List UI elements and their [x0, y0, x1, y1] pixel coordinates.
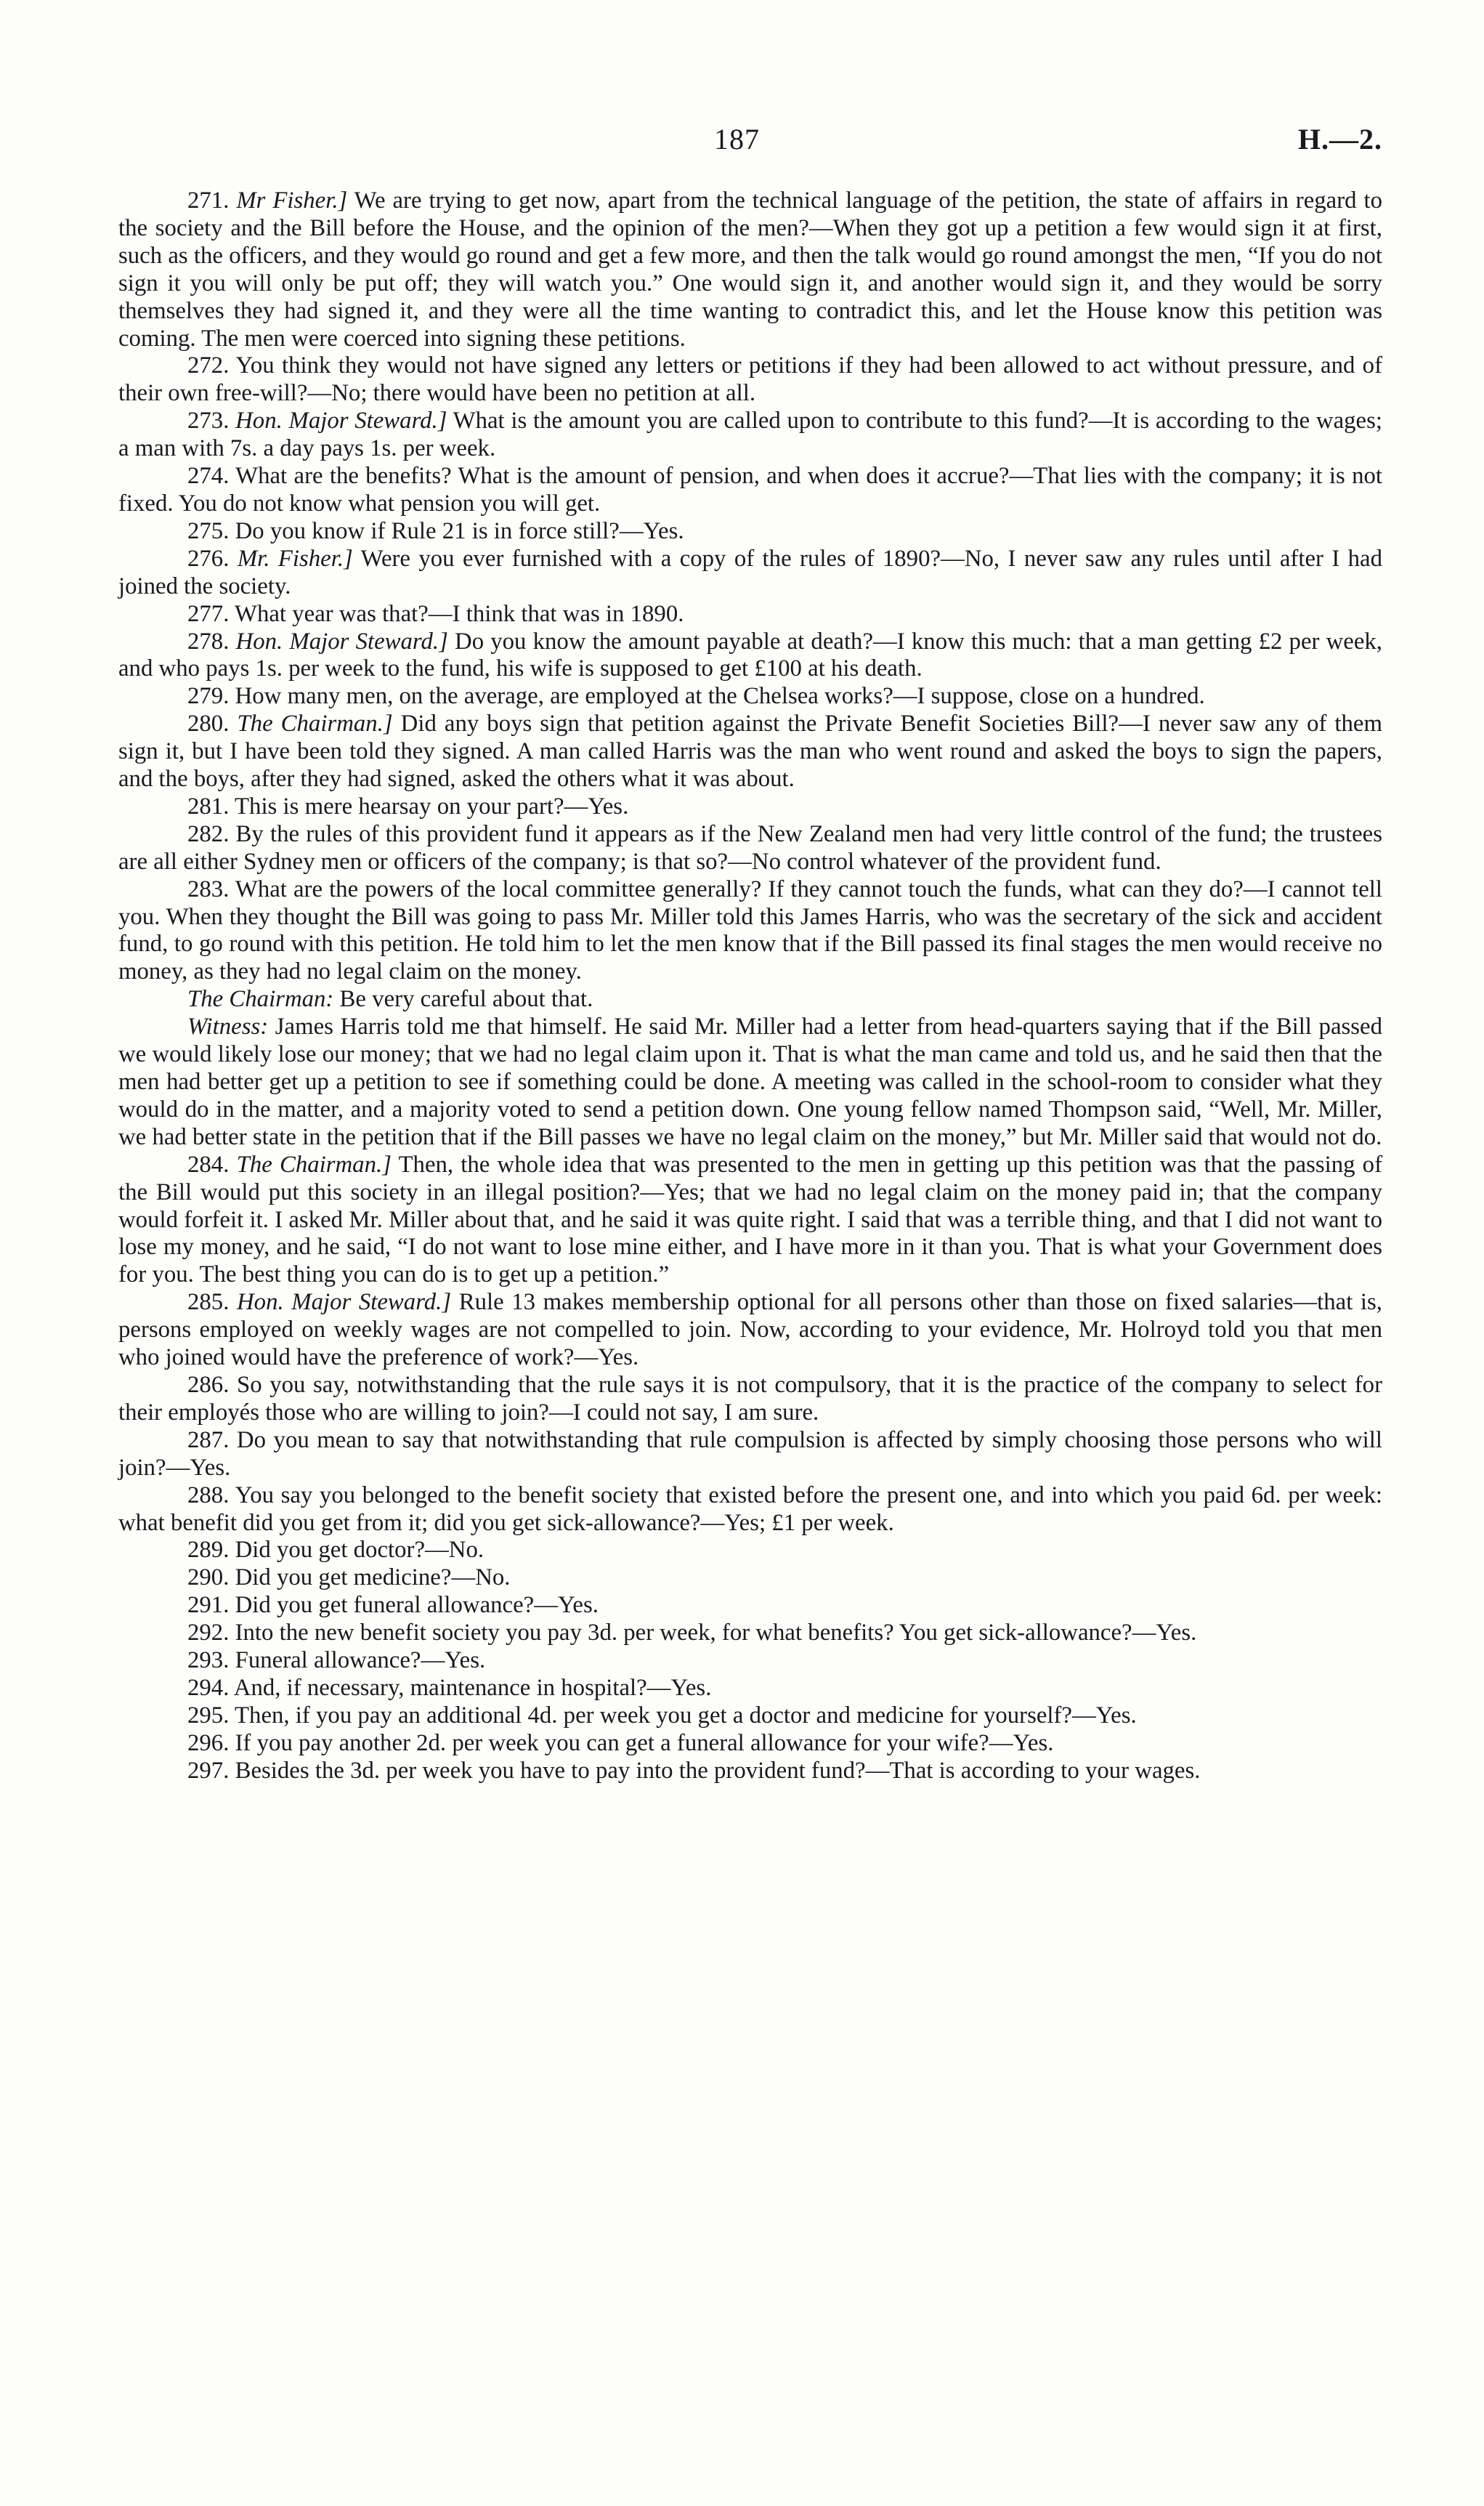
paragraph-text: Then, the whole idea that was presented to the men in getting up this petition was that the passing of the Bill would put this society in an illegal position?—Yes; that we had no legal claim on the money paid in; that the company would forfeit it. I asked Mr. Miller about that, and he said it was quite right. I said that was a terrible thing, and that I did not want to lose my money, and he said, “I do not want to lose mine either, and I have more in it than you. That is what your Government does for you. The best thing you can do is to get up a petition.” — [118, 1151, 1382, 1288]
paragraph-285 — [118, 1289, 1382, 1372]
paragraph-text: What is the amount you are called upon to contribute to this fund?—It is according to the wages; a man with 7s. a day pays 1s. per week. — [118, 408, 1382, 462]
paragraph-277 — [118, 601, 1382, 628]
speaker: Witness: — [187, 1014, 269, 1040]
paragraph-273 — [118, 408, 1382, 463]
question-number: 284. — [187, 1151, 230, 1178]
paragraph-296 — [118, 1730, 1382, 1758]
speaker: Hon. Major Steward.] — [235, 628, 448, 655]
question-number: 276. — [187, 545, 230, 572]
speaker: Mr Fisher.] — [236, 187, 348, 214]
question-number: 286. — [187, 1371, 230, 1398]
paragraph-text: Do you know if Rule 21 is in force still?—Yes. — [229, 517, 684, 544]
speaker: Hon. Major Steward.] — [237, 1289, 452, 1316]
paragraph-text: What are the powers of the local committee generally? If they cannot touch the funds, what can they do?—I cannot tell you. When they thought the Bill was going to pass Mr. Miller told this James Harris, who was the secretary of the sick and accident fund, to go round with this petition. He told him to let the men know that if the Bill passed its final stages the men would receive no money, as they had no legal claim on the money. — [118, 876, 1382, 985]
question-number: 297. — [187, 1757, 230, 1784]
paragraph-text: Be very careful about that. — [333, 986, 593, 1013]
paragraph-text: Do you know the amount payable at death?—I know this much: that a man getting £2 per week, and who pays 1s. per week to the fund, his wife is supposed to get £100 at his death. — [118, 628, 1383, 682]
question-number: 277. — [187, 600, 230, 627]
paragraph-text: This is mere hearsay on your part?—Yes. — [229, 793, 629, 820]
question-number: 295. — [187, 1702, 230, 1729]
question-number: 289. — [187, 1537, 230, 1564]
document-reference: H.—2. — [1297, 123, 1382, 155]
paragraph-text: Into the new benefit society you pay 3d. per week, for what benefits? You get sick-allowance?—Yes. — [229, 1620, 1197, 1646]
paragraph-284 — [118, 1152, 1382, 1290]
question-number: 273. — [187, 408, 230, 434]
paragraph-278 — [118, 628, 1382, 684]
speaker: The Chairman: — [187, 986, 334, 1013]
question-number: 285. — [187, 1289, 230, 1316]
paragraph-text: And, if necessary, maintenance in hospital?—Yes. — [229, 1674, 712, 1701]
paragraph-text: Did you get medicine?—No. — [229, 1564, 511, 1591]
paragraph-text: You say you belonged to the benefit society that existed before the present one, and into which you paid 6d. per week: what benefit did you get from it; did you get sick-allowance?—Yes; £1 per week. — [118, 1482, 1382, 1536]
speaker: Hon. Major Steward.] — [235, 408, 447, 434]
paragraph-291 — [118, 1592, 1382, 1620]
paragraph-text: Besides the 3d. per week you have to pay into the provident fund?—That is according to your wages. — [229, 1757, 1201, 1784]
paragraph-271 — [118, 187, 1382, 352]
paragraph-text: We are trying to get now, apart from the technical language of the petition, the state of affairs in regard to the society and the Bill before the House, and the opinion of the men?—When they got up a petition a few would sign it at first, such as the officers, and they would go round and get a few more, and then the talk would go round amongst the men, “If you do not sign it you will only be put off; they will watch you.” One would sign it, and another would sign it, and they would be sorry themselves they had signed it, and they were all the time wanting to contradict this, and let the House know this petition was coming. The men were coerced into signing these petitions. — [118, 187, 1383, 352]
paragraph-289 — [118, 1537, 1382, 1564]
paragraph-276 — [118, 546, 1382, 601]
question-number: 282. — [187, 820, 230, 847]
paragraph-witness — [118, 1014, 1382, 1152]
page-header — [118, 122, 1382, 166]
paragraph-text: So you say, notwithstanding that the rule says it is not compulsory, that it is the practice of the company to select for their employés those who are willing to join?—I could not say, I am sure. — [118, 1371, 1382, 1426]
paragraph-text: Did you get funeral allowance?—Yes. — [229, 1592, 599, 1619]
paragraph-287 — [118, 1427, 1382, 1482]
paragraph-text: By the rules of this provident fund it appears as if the New Zealand men had very little control of the fund; the trustees are all either Sydney men or officers of the company; is that so?—No control whatever of the provident fund. — [118, 820, 1382, 875]
paragraph-text: Were you ever furnished with a copy of the rules of 1890?—No, I never saw any rules until after I had joined the society. — [118, 545, 1382, 599]
speaker: The Chairman.] — [236, 1151, 392, 1178]
paragraph-290 — [118, 1564, 1382, 1592]
question-number: 274. — [187, 463, 230, 490]
paragraph-275 — [118, 518, 1382, 546]
paragraph-text: Did you get doctor?—No. — [229, 1537, 484, 1564]
paragraph-283 — [118, 876, 1382, 987]
paragraph-297 — [118, 1758, 1382, 1785]
question-number: 291. — [187, 1592, 230, 1619]
paragraph-281 — [118, 793, 1382, 821]
paragraph-279 — [118, 683, 1382, 711]
paragraph-text: What year was that?—I think that was in 1890. — [229, 600, 684, 627]
question-number: 275. — [187, 517, 230, 544]
question-number: 283. — [187, 876, 230, 902]
question-number: 287. — [187, 1426, 230, 1453]
paragraph-280 — [118, 711, 1382, 793]
question-number: 296. — [187, 1729, 230, 1756]
question-number: 271. — [187, 187, 230, 214]
paragraph-288 — [118, 1482, 1382, 1537]
paragraph-text: Funeral allowance?—Yes. — [229, 1647, 486, 1674]
paragraph-text: You think they would not have signed any letters or petitions if they had been allowed to act without pressure, and of their own free-will?—No; there would have been no petition at all. — [118, 352, 1382, 407]
paragraph-text: What are the benefits? What is the amount of pension, and when does it accrue?—That lies with the company; it is not fixed. You do not know what pension you will get. — [118, 463, 1382, 517]
paragraph-chairman-remark — [118, 986, 1382, 1014]
paragraph-text: How many men, on the average, are employed at the Chelsea works?—I suppose, close on a hundred. — [229, 683, 1205, 710]
question-number: 293. — [187, 1647, 230, 1674]
question-number: 292. — [187, 1620, 230, 1646]
question-number: 280. — [187, 711, 230, 737]
paragraph-text: Did any boys sign that petition against the Private Benefit Societies Bill?—I never saw any of them sign it, but I have been told they signed. A man called Harris was the man who went round and asked the boys to sign the papers, and the boys, after they had signed, asked the others what it was about. — [118, 711, 1383, 793]
question-number: 279. — [187, 683, 230, 710]
speaker: Mr. Fisher.] — [237, 545, 353, 572]
paragraph-272 — [118, 352, 1382, 408]
paragraph-294 — [118, 1675, 1382, 1702]
speaker: The Chairman.] — [237, 711, 393, 737]
paragraph-text: If you pay another 2d. per week you can get a funeral allowance for your wife?—Yes. — [229, 1729, 1054, 1756]
paragraph-286 — [118, 1372, 1382, 1427]
question-number: 294. — [187, 1674, 230, 1701]
paragraph-text: James Harris told me that himself. He said Mr. Miller had a letter from head-quarters saying that if the Bill passed we would likely lose our money; that we had no legal claim upon it. That is what the man came and told us, and he said then that the men had better get up a petition to see if something could be done. A meeting was called in the school-room to consider what they would do in the matter, and a majority voted to send a petition down. One young fellow named Thompson said, “Well, Mr. Miller, we had better state in the petition that if the Bill passes we have no legal claim on the money,” but Mr. Miller said that would not do. — [118, 1014, 1382, 1150]
paragraph-293 — [118, 1647, 1382, 1675]
question-number: 290. — [187, 1564, 230, 1591]
paragraph-text: Rule 13 makes membership optional for all persons other than those on fixed salaries—that is, persons employed on weekly wages are not compelled to join. Now, according to your evidence, Mr. Holroyd told you that men who joined would have the preference of work?—Yes. — [118, 1289, 1382, 1371]
paragraph-295 — [118, 1702, 1382, 1730]
paragraph-282 — [118, 821, 1382, 876]
evidence-body — [118, 187, 1382, 1785]
paragraph-274 — [118, 463, 1382, 518]
paragraph-text: Then, if you pay an additional 4d. per week you get a doctor and medicine for yourself?—Yes. — [229, 1702, 1137, 1729]
question-number: 272. — [187, 352, 230, 379]
paragraph-292 — [118, 1620, 1382, 1647]
question-number: 281. — [187, 793, 230, 820]
question-number: 288. — [187, 1482, 230, 1508]
page-number: 187 — [714, 123, 760, 155]
question-number: 278. — [187, 628, 230, 655]
paragraph-text: Do you mean to say that notwithstanding that rule compulsion is affected by simply choosing those persons who will join?—Yes. — [118, 1426, 1382, 1481]
